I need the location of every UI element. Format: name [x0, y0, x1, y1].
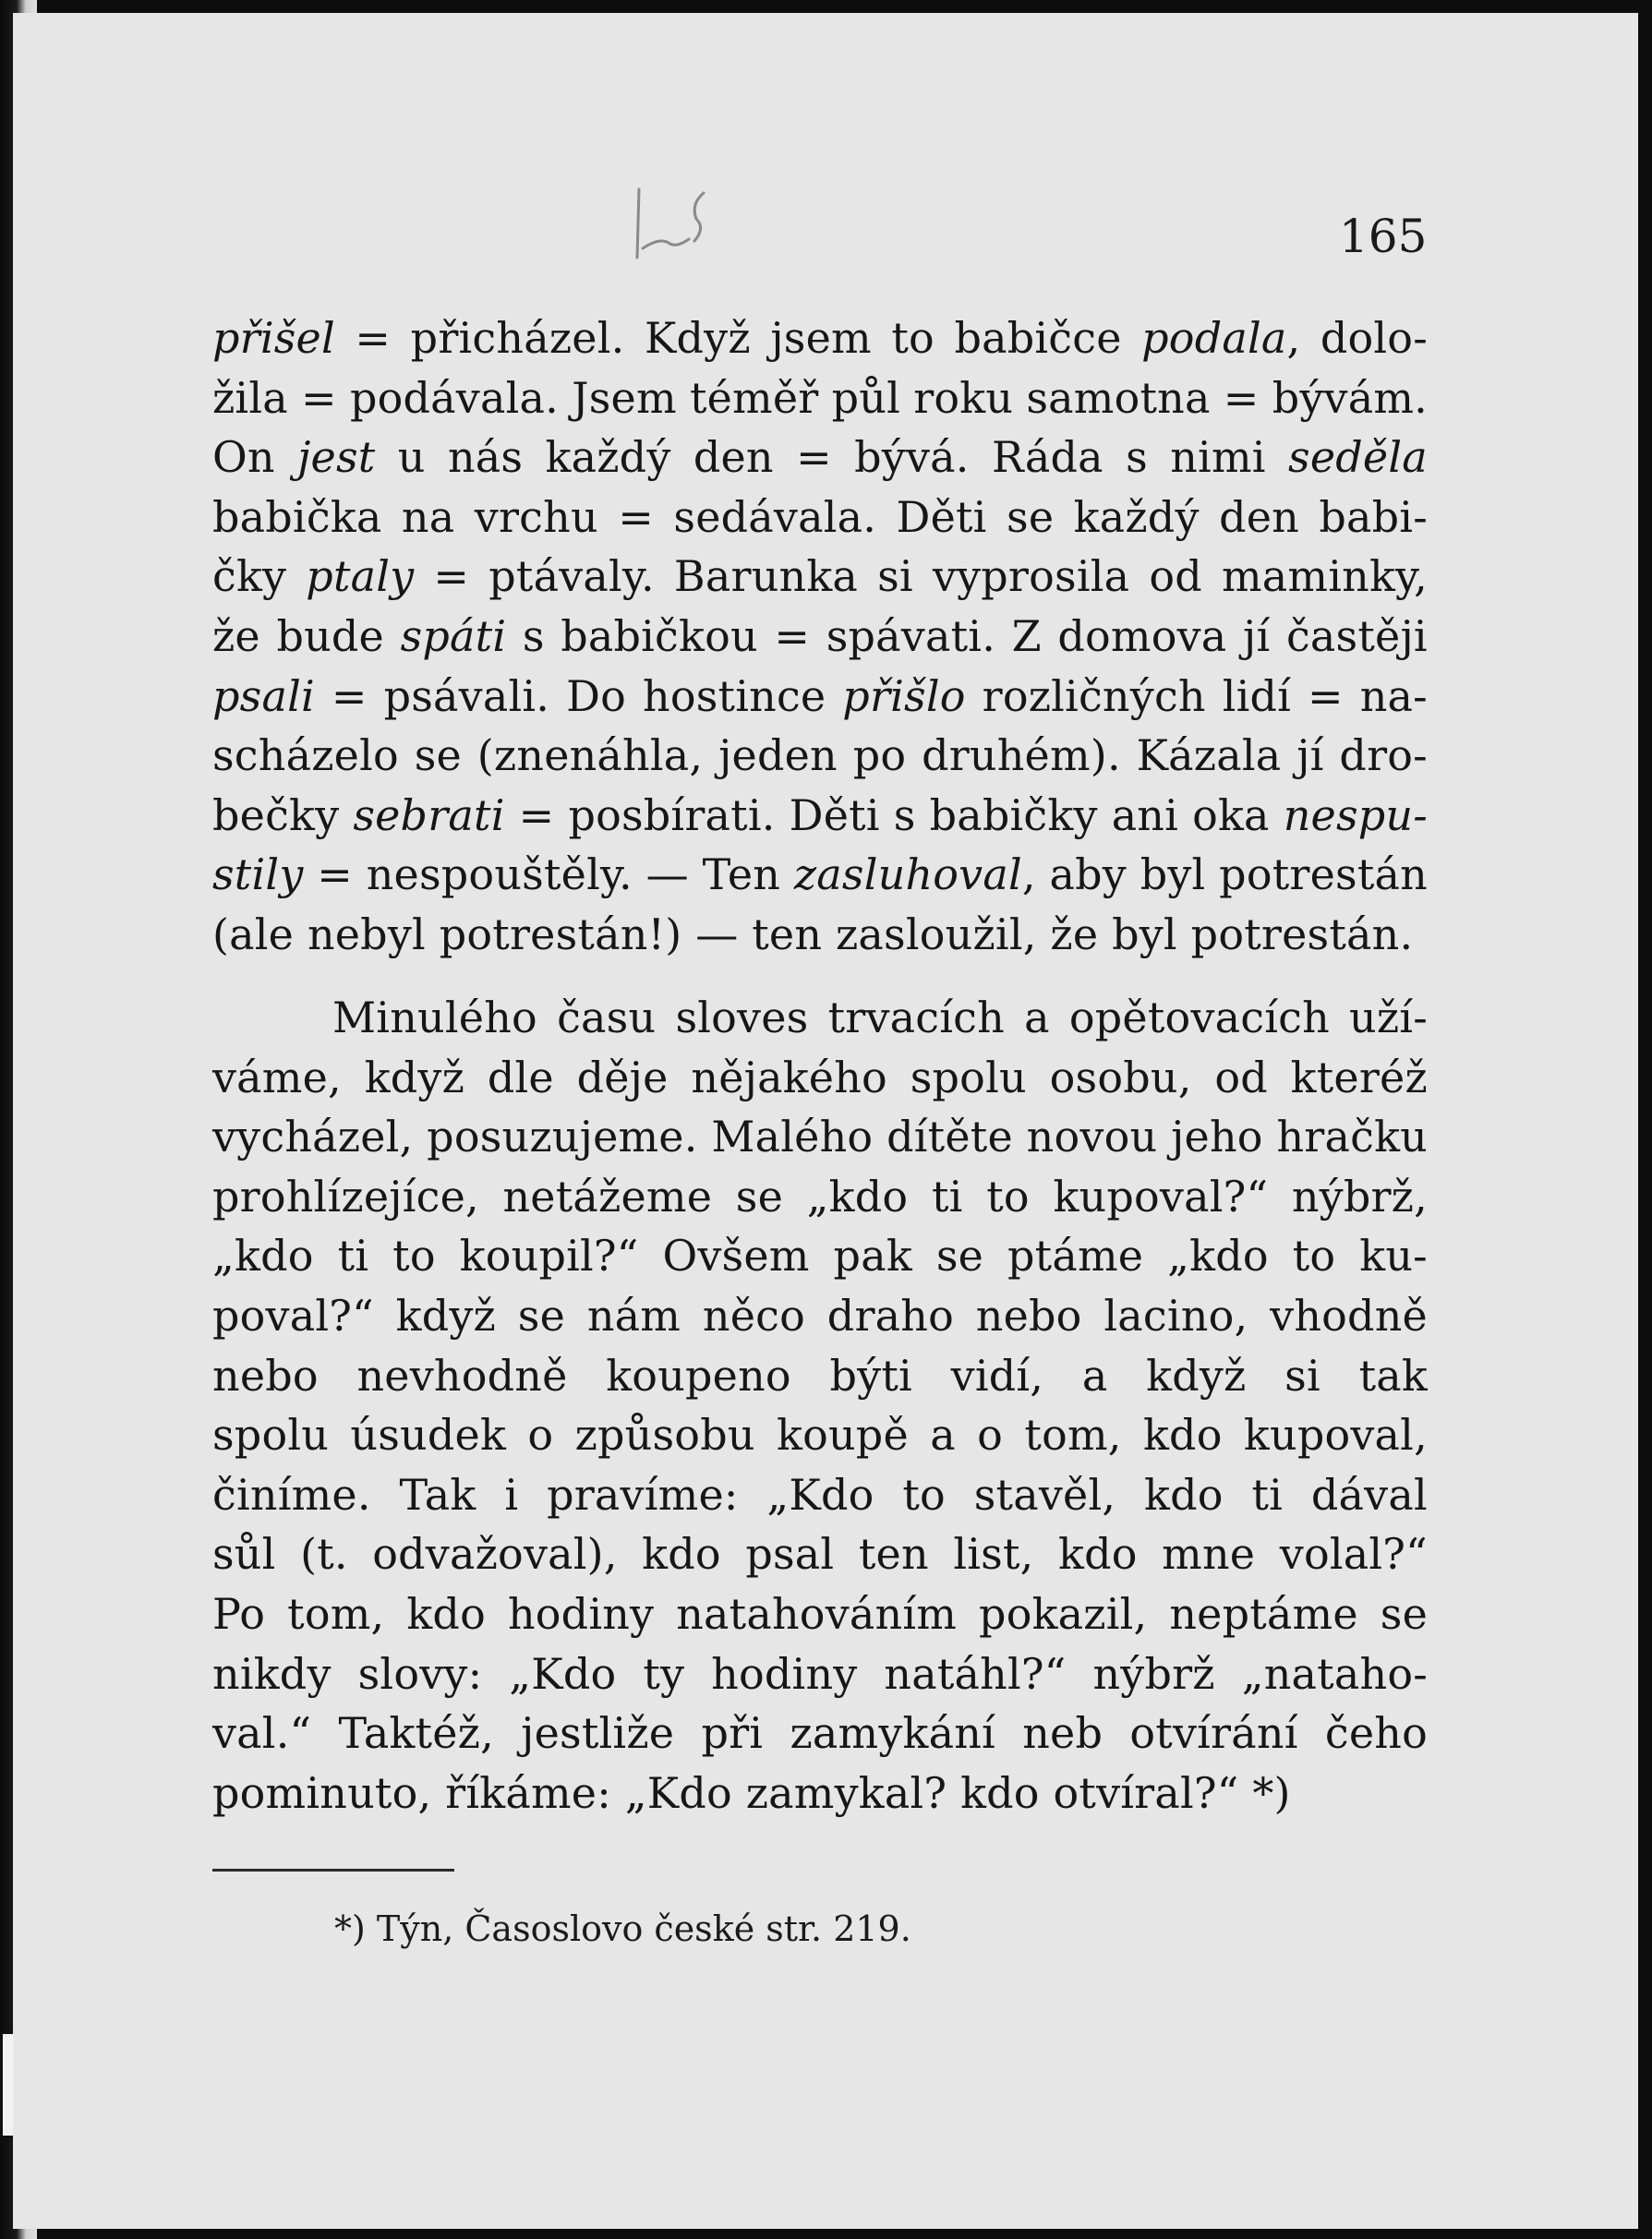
text-line: On jest u nás každý den = bývá. Ráda s nimi seděla [212, 432, 1428, 483]
text-line: čky ptaly = ptávaly. Barunka si vyprosila od maminky, [212, 551, 1428, 602]
text-line: babička na vrchu = sedávala. Děti se každý den babi- [212, 491, 1428, 542]
footnote-rule [212, 1869, 454, 1872]
text-line: žila = podávala. Jsem téměř půl roku samotna = bývám. [212, 372, 1428, 423]
text-line: bečky sebrati = posbírati. Děti s babičky ani oka nespu- [212, 789, 1428, 840]
text-line: že bude spáti s babičkou = spávati. Z domova jí častěji [212, 610, 1428, 661]
paragraph-2 [212, 988, 1428, 1823]
text-line: činíme. Tak i pravíme: „Kdo to stavěl, kdo ti dával [212, 1469, 1428, 1520]
text-line: stily = nespouštěly. — Ten zasluhoval, aby byl potrestán [212, 849, 1428, 900]
body-text [212, 308, 1428, 1818]
text-line: scházelo se (znenáhla, jeden po druhém). Kázala jí dro- [212, 730, 1428, 781]
text-line: (ale nebyl potrestán!) — ten zasloužil, že byl potrestán. [212, 909, 1414, 959]
text-line: vycházel, posuzujeme. Malého dítěte novou jeho hračku [212, 1112, 1428, 1162]
text-line: Minulého času sloves trvacích a opětovacích uží- [332, 993, 1428, 1042]
text-line: Po tom, kdo hodiny natahováním pokazil, neptáme se [212, 1588, 1428, 1639]
text-line: pominuto, říkáme: „Kdo zamykal? kdo otvíral?“ *) [212, 1767, 1291, 1818]
text-line: „kdo ti to koupil?“ Ovšem pak se ptáme „kdo to ku- [212, 1231, 1428, 1282]
text-line: nebo nevhodně koupeno býti vidí, a když si tak [212, 1350, 1428, 1401]
text-line: val.“ Taktéž, jestliže při zamykání neb otvírání čeho [212, 1708, 1428, 1759]
text-line: nikdy slovy: „Kdo ty hodiny natáhl?“ nýbrž „nataho- [212, 1648, 1428, 1699]
paragraph-1 [212, 308, 1428, 965]
text-line: váme, když dle děje nějakého spolu osobu, od kteréž [212, 1052, 1428, 1102]
text-line: psali = psávali. Do hostince přišlo rozličných lidí = na- [212, 670, 1428, 721]
page-number: 165 [1339, 210, 1428, 263]
text-line: poval?“ když se nám něco draho nebo lacino, vhodně [212, 1290, 1428, 1341]
text-line: přišel = přicházel. Když jsem to babičce podala, dolo- [212, 313, 1428, 363]
text-line: spolu úsudek o způsobu koupě a o tom, kdo kupoval, [212, 1410, 1428, 1461]
footnote: *) Týn, Časoslovo české str. 219. [334, 1908, 911, 1949]
text-line: prohlízejíce, netážeme se „kdo ti to kupoval?“ nýbrž, [212, 1171, 1428, 1222]
text-line: sůl (t. odvažoval), kdo psal ten list, kdo mne volal?“ [212, 1529, 1428, 1580]
pencil-scribble [622, 184, 724, 267]
